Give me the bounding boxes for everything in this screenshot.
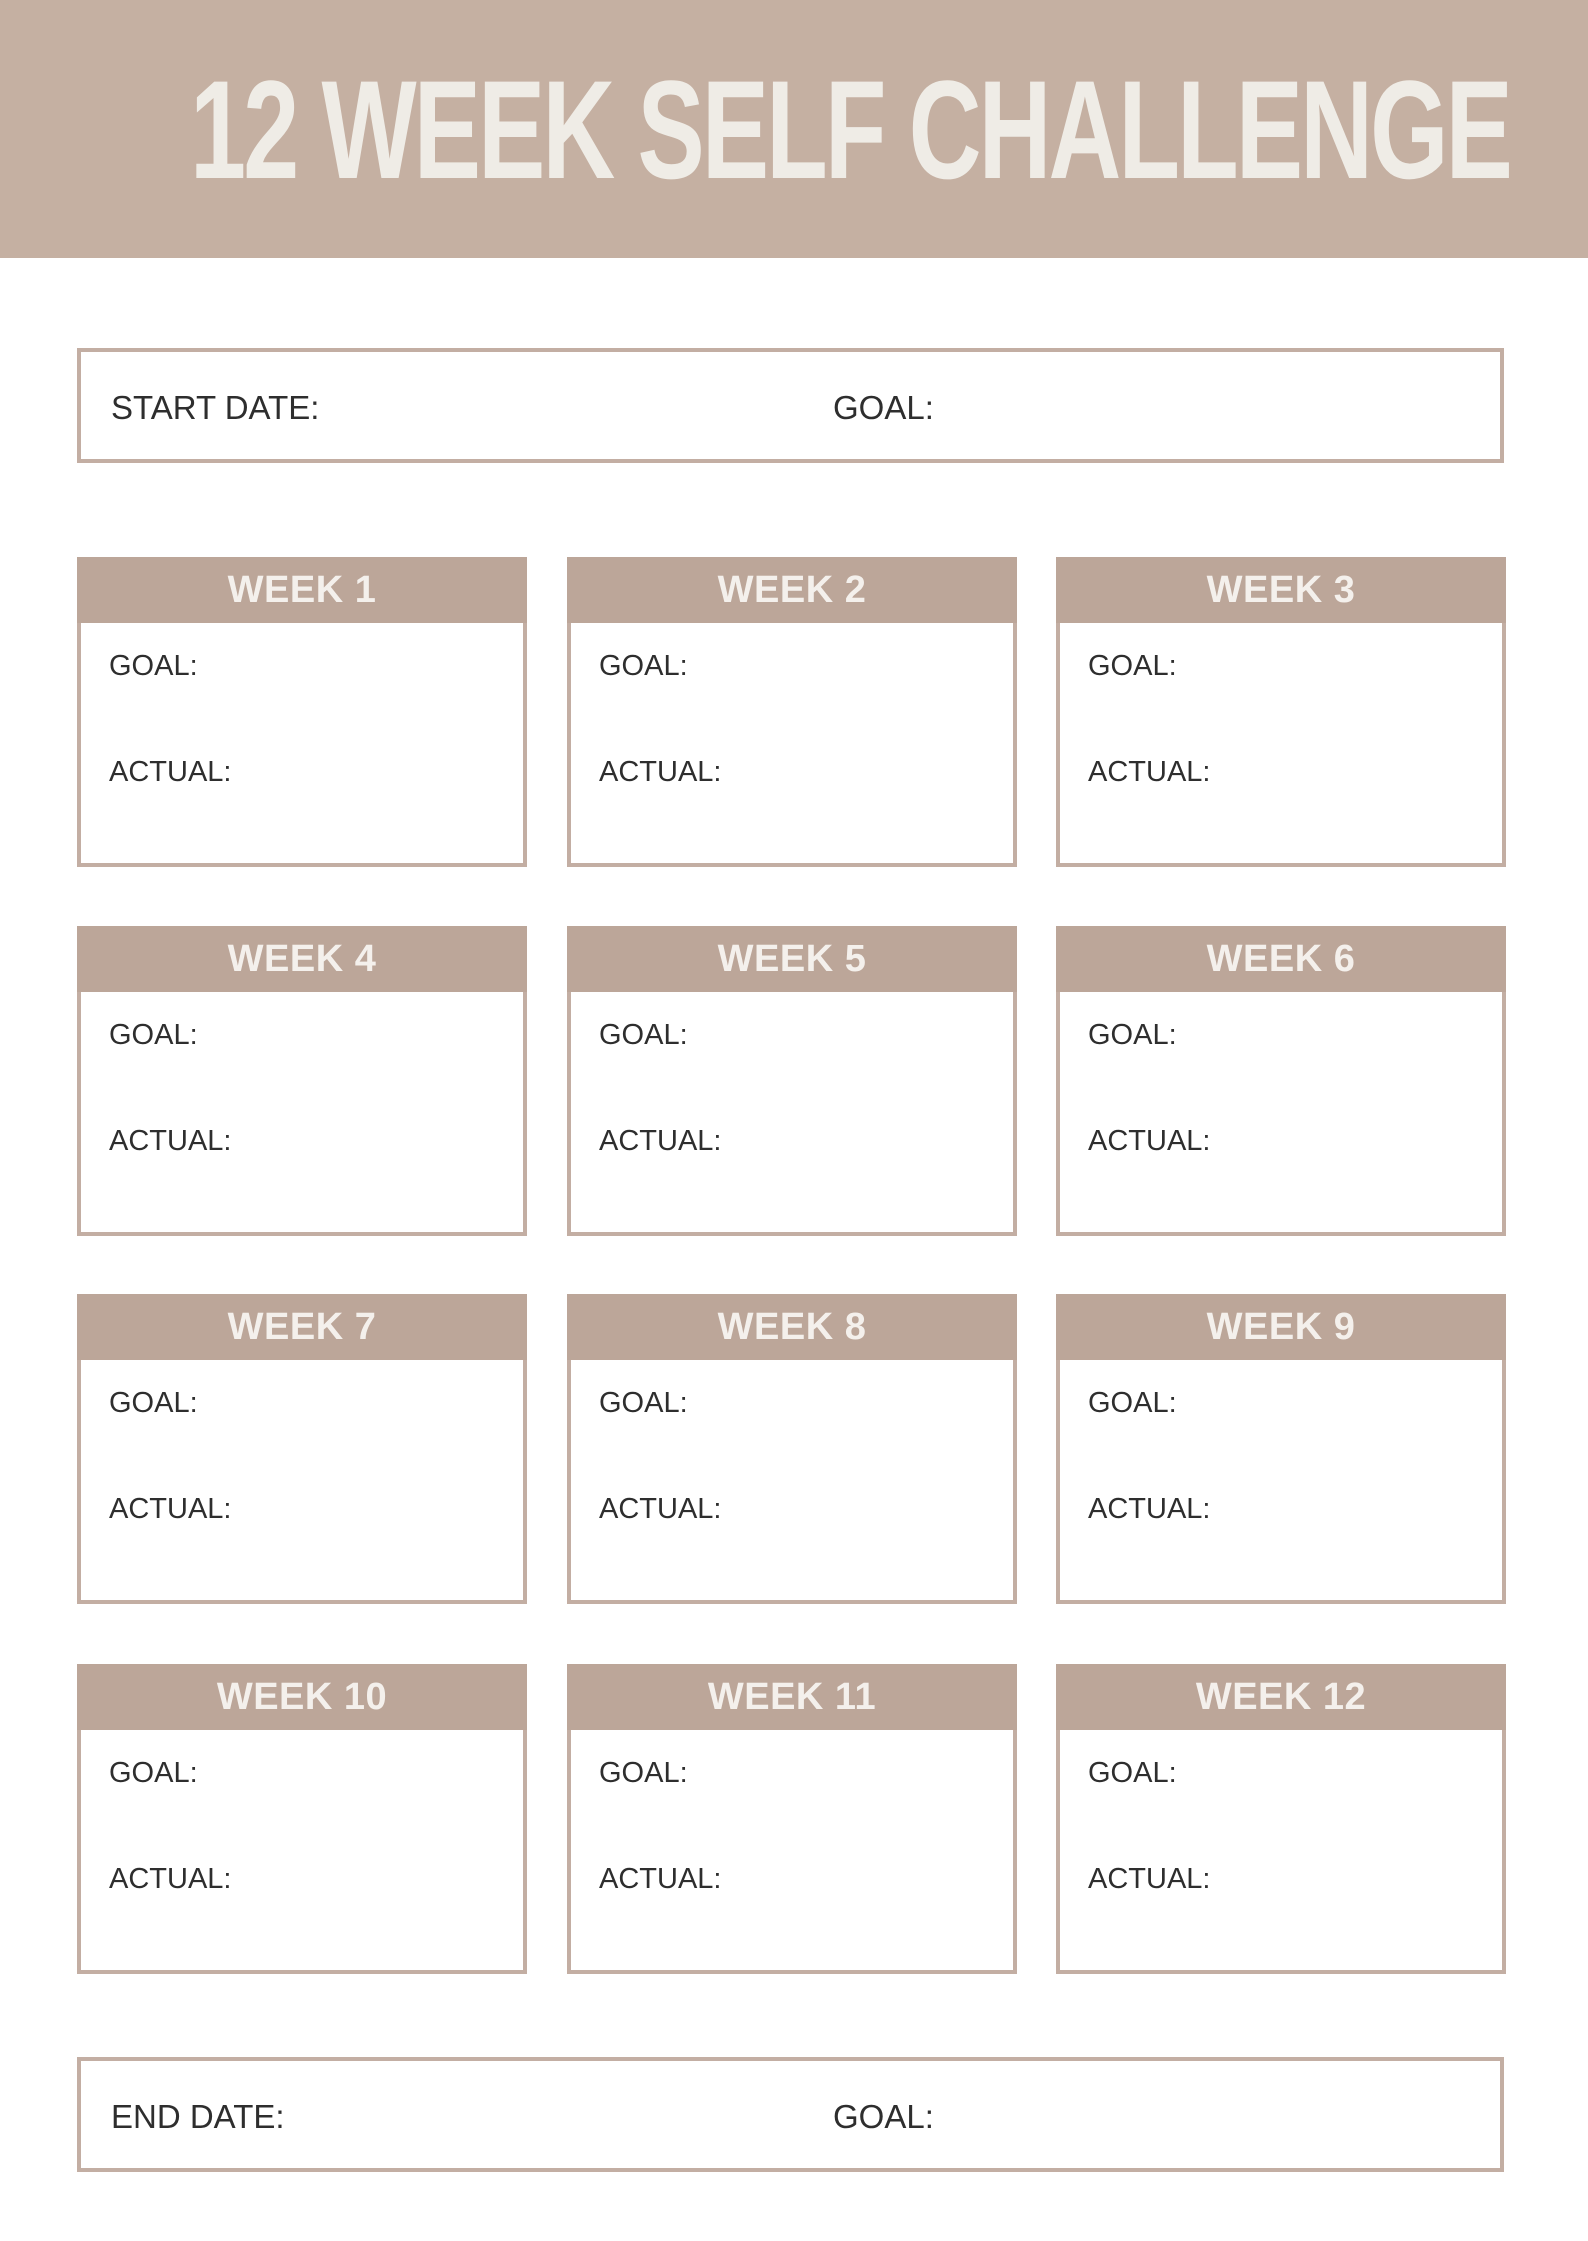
week-actual-label: ACTUAL: <box>109 1125 232 1157</box>
week-actual-label: ACTUAL: <box>109 1863 232 1895</box>
week-goal-label: GOAL: <box>1088 1019 1177 1051</box>
week-card-title: WEEK 12 <box>1056 1664 1506 1730</box>
week-goal-label: GOAL: <box>1088 1387 1177 1419</box>
week-goal-label: GOAL: <box>109 1387 198 1419</box>
page-title: 12 WEEK SELF CHALLENGE <box>190 51 1510 208</box>
week-actual-label: ACTUAL: <box>109 1493 232 1525</box>
start-date-label: START DATE: <box>111 389 320 426</box>
week-goal-label: GOAL: <box>1088 650 1177 682</box>
week-card-title: WEEK 7 <box>77 1294 527 1360</box>
week-actual-label: ACTUAL: <box>109 756 232 788</box>
week-actual-label: ACTUAL: <box>599 1493 722 1525</box>
week-card-title: WEEK 3 <box>1056 557 1506 623</box>
start-info-box <box>77 348 1504 463</box>
week-actual-label: ACTUAL: <box>1088 756 1211 788</box>
week-goal-label: GOAL: <box>599 1019 688 1051</box>
week-actual-label: ACTUAL: <box>599 756 722 788</box>
week-card <box>77 1294 527 1604</box>
week-card-title: WEEK 1 <box>77 557 527 623</box>
week-card-title: WEEK 8 <box>567 1294 1017 1360</box>
week-card <box>1056 926 1506 1236</box>
week-card <box>77 926 527 1236</box>
week-card-title: WEEK 6 <box>1056 926 1506 992</box>
week-card <box>77 557 527 867</box>
week-actual-label: ACTUAL: <box>1088 1125 1211 1157</box>
week-goal-label: GOAL: <box>599 1757 688 1789</box>
week-card <box>567 557 1017 867</box>
end-date-label: END DATE: <box>111 2098 285 2135</box>
week-actual-label: ACTUAL: <box>599 1863 722 1895</box>
week-actual-label: ACTUAL: <box>1088 1863 1211 1895</box>
week-goal-label: GOAL: <box>109 650 198 682</box>
week-card <box>567 1664 1017 1974</box>
header-band <box>0 0 1588 258</box>
week-card-title: WEEK 5 <box>567 926 1017 992</box>
week-goal-label: GOAL: <box>109 1019 198 1051</box>
start-goal-label: GOAL: <box>833 389 934 426</box>
week-actual-label: ACTUAL: <box>599 1125 722 1157</box>
week-card <box>567 1294 1017 1604</box>
week-goal-label: GOAL: <box>599 650 688 682</box>
week-goal-label: GOAL: <box>1088 1757 1177 1789</box>
week-card-title: WEEK 10 <box>77 1664 527 1730</box>
week-card-title: WEEK 4 <box>77 926 527 992</box>
week-card <box>1056 1664 1506 1974</box>
week-card-title: WEEK 9 <box>1056 1294 1506 1360</box>
week-card-title: WEEK 2 <box>567 557 1017 623</box>
end-goal-label: GOAL: <box>833 2098 934 2135</box>
week-goal-label: GOAL: <box>109 1757 198 1789</box>
week-goal-label: GOAL: <box>599 1387 688 1419</box>
week-card <box>567 926 1017 1236</box>
week-card <box>77 1664 527 1974</box>
week-card <box>1056 557 1506 867</box>
week-card <box>1056 1294 1506 1604</box>
week-actual-label: ACTUAL: <box>1088 1493 1211 1525</box>
end-info-box <box>77 2057 1504 2172</box>
week-card-title: WEEK 11 <box>567 1664 1017 1730</box>
